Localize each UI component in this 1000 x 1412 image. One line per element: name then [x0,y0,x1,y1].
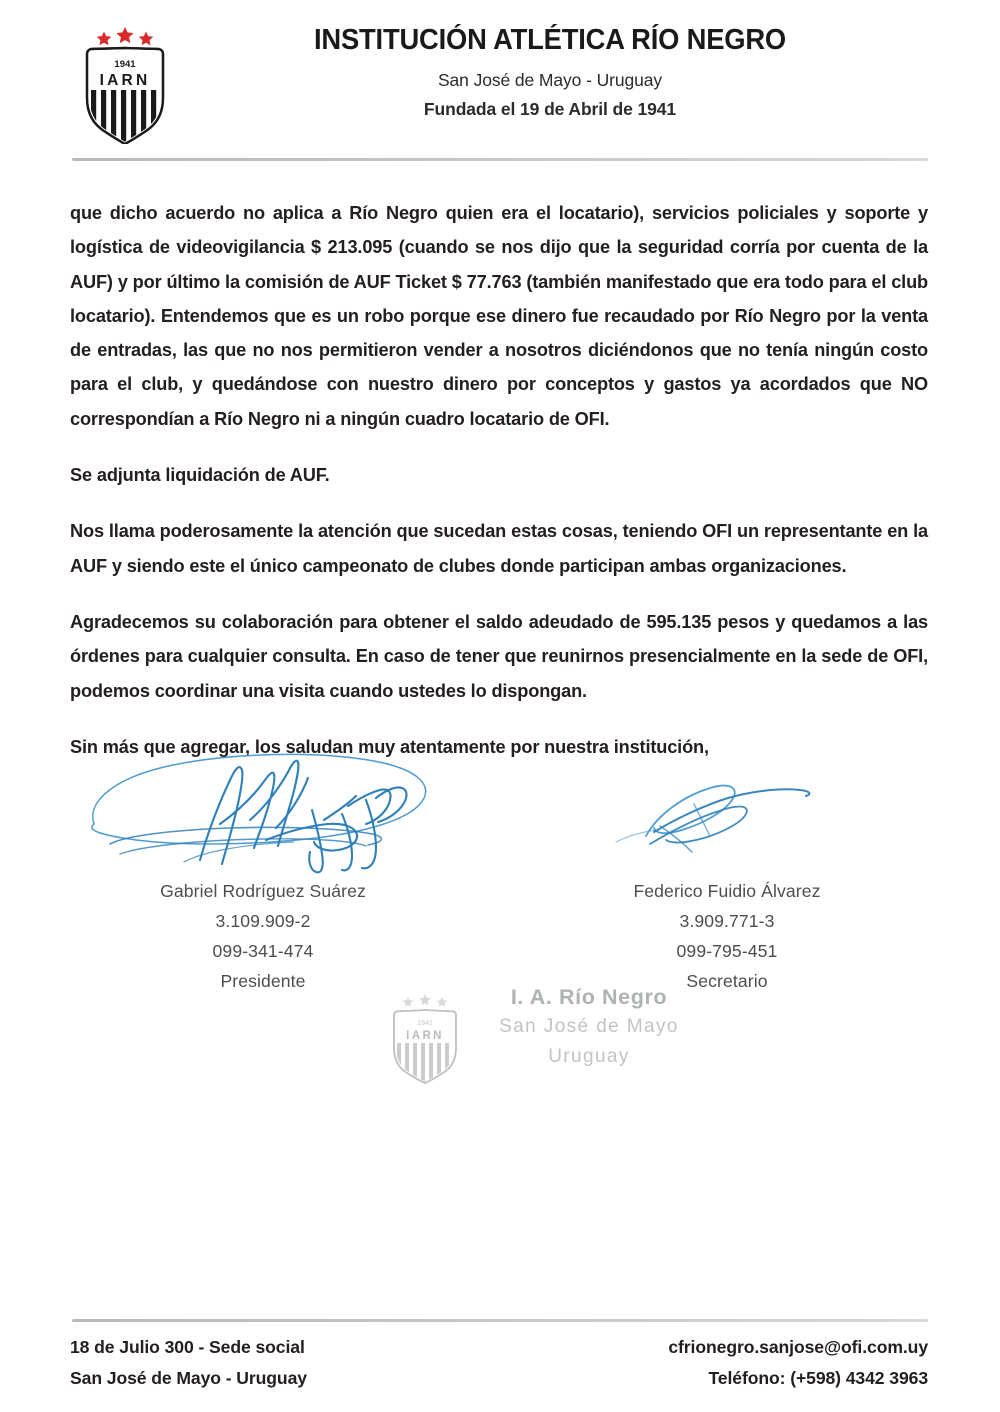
svg-text:1941: 1941 [114,59,136,70]
signature-block-secretary [562,726,892,996]
signature-id-secretary: 3.909.771-3 [679,911,775,931]
signature-phone-secretary: 099-795-451 [676,941,778,961]
organization-location: San José de Mayo - Uruguay [437,70,663,91]
stamp-line-club: I. A. Río Negro [510,985,668,1009]
paragraph-5-closing: Sin más que agregar, los saludan muy atentamente por nuestra institución, [70,736,709,757]
stamp-text [472,982,706,1072]
footer-email[interactable]: cfrionegro.sanjose@ofi.com.uy [668,1337,928,1357]
signature-id-president: 3.109.909-2 [215,911,311,931]
paragraph-3: Nos llama poderosamente la atención que sucedan estas cosas, teniendo OFI un representante en la AUF y siendo este el único campeonato de clubes donde participan ambas organizaciones. [70,521,928,576]
paragraph-1-emphasis: NO [901,374,928,395]
letter-body [70,196,928,764]
stamp-line-city: San José de Mayo [499,1016,679,1037]
signature-name-president: Gabriel Rodríguez Suárez [160,881,366,901]
header-divider [72,158,928,161]
svg-text:IARN: IARN [406,1030,444,1042]
paragraph-1-text-a: que dicho acuerdo no aplica a Río Negro quien era el locatario), servicios policiales y soporte y logística de videovigilancia $ 213.095 (cuando se nos dijo que la seguridad corría por cuenta de la AUF) y por último la comisión de AUF Ticket $ 77.763 (también manifestado que era todo para el club locatario). Entendemos que es un robo porque ese dinero fue recaudado por Río Negro por la venta de entradas, las que no nos permitieron vender a nosotros diciéndonos que no tenía ningún costo para el club, y quedándose con nuestro dinero por conceptos y gastos ya acordados que [70,203,928,395]
letterhead [0,14,1000,146]
organization-founded: Fundada el 19 de Abril de 1941 [423,99,677,120]
footer-address-line-2: San José de Mayo - Uruguay [70,1368,307,1388]
paragraph-1 [70,196,928,436]
footer-address-line-1: 18 de Julio 300 - Sede social [70,1337,305,1357]
signature-block-president [98,726,428,996]
svg-text:IARN: IARN [99,72,151,89]
organization-title: INSTITUCIÓN ATLÉTICA RÍO NEGRO [313,24,787,56]
official-stamp [386,982,706,1094]
svg-text:1941: 1941 [417,1020,433,1027]
iarn-shield-stamp-icon [386,988,464,1086]
handwritten-signature-icon [80,728,440,878]
signature-ink-president [98,726,428,876]
paragraph-4: Agradecemos su colaboración para obtener el saldo adeudado de 595.135 pesos y quedamos a las órdenes para cualquier consulta. En caso de tener que reunirnos presencialmente en la sede de OFI, podemos coordinar una visita cuando ustedes lo dispongan. [70,611,928,701]
handwritten-signature-icon [598,774,838,884]
stamp-line-country: Uruguay [548,1046,630,1067]
footer-contact [668,1332,928,1394]
signature-ink-secretary [562,726,892,876]
paragraph-2: Se adjunta liquidación de AUF. [70,465,330,486]
signature-area [70,726,928,991]
footer-phone: Teléfono: (+598) 4342 3963 [708,1368,928,1388]
iarn-shield-crest-icon [73,18,177,144]
signature-role-president: Presidente [220,971,306,991]
signature-name-secretary: Federico Fuidio Álvarez [633,881,821,901]
letterhead-text [250,14,1000,120]
signature-role-secretary: Secretario [686,971,768,991]
footer-address [70,1332,307,1394]
letter-footer [70,1332,928,1394]
paragraph-1-text-b: correspondían a Río Negro ni a ningún cuadro locatario de OFI. [70,408,610,429]
signature-phone-president: 099-341-474 [212,941,314,961]
crest-slot [0,14,250,144]
footer-divider [72,1319,928,1322]
